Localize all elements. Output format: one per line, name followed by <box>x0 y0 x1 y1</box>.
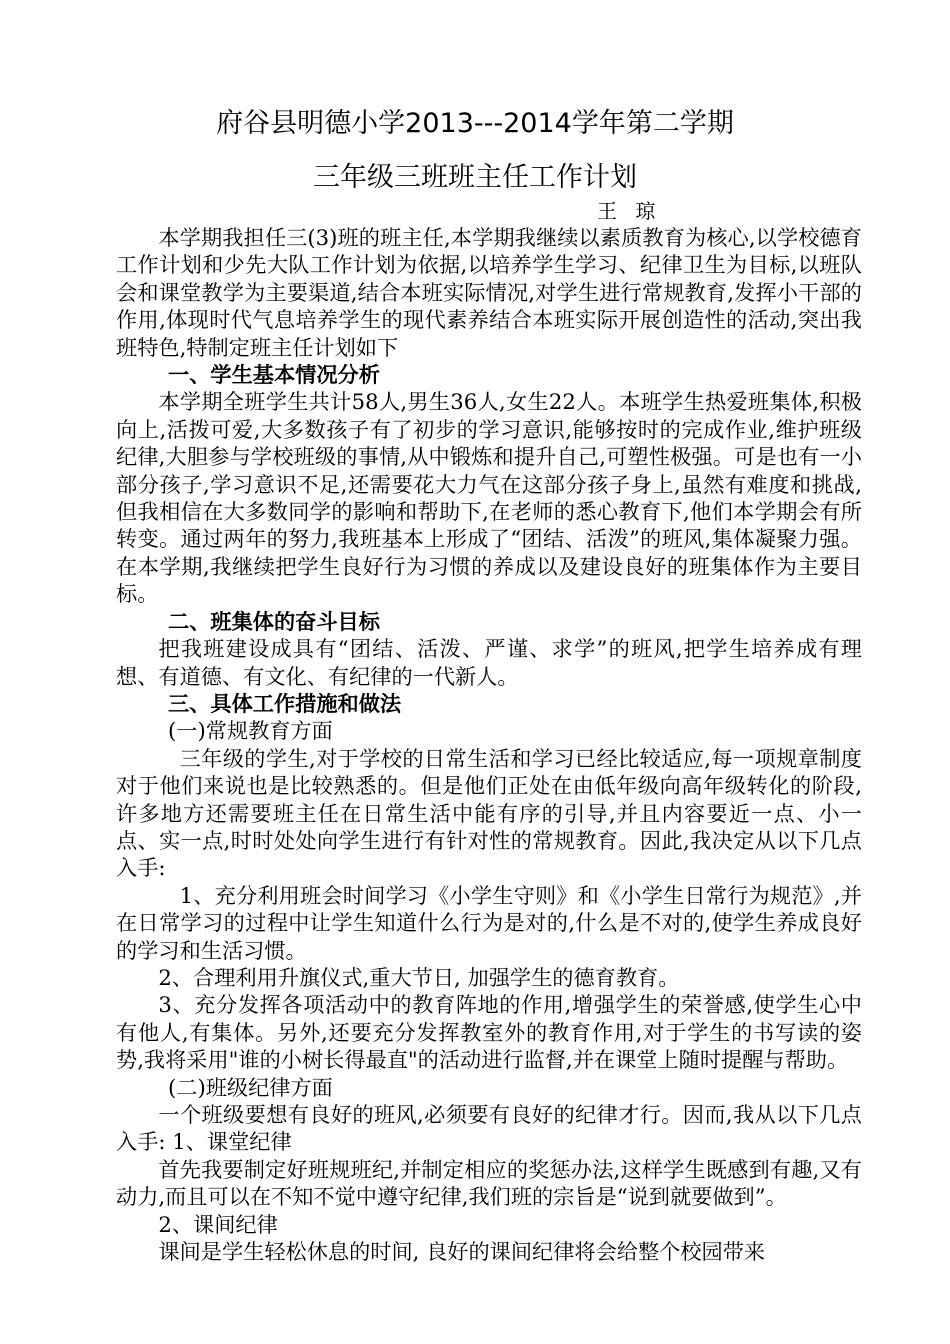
section-heading-1: 一、学生基本情况分析 <box>168 362 380 388</box>
class-goal-paragraph: 把我班建设成具有“团结、活泼、严谨、求学”的班风,把学生培养成有理想、有道德、有文化、有纪律的一代新人。 <box>116 636 862 689</box>
discipline-paragraph: 一个班级要想有良好的班风,必须要有良好的纪律才行。因而,我从以下几点入手: 1、课堂纪律 <box>116 1102 862 1155</box>
break-discipline-heading: 2、课间纪律 <box>158 1211 278 1237</box>
routine-education-paragraph: 三年级的学生,对于学校的日常生活和学习已经比较适应,每一项规章制度对于他们来说也是比较熟悉的。但是他们正处在由低年级向高年级转化的阶段,许多地方还需要班主任在日常生活中能有序的引导,并且内容要近一点、小一点、实一点,时时处处向学生进行有针对性的常规教育。因此,我决定从以下几点入手: <box>116 745 862 881</box>
document-body <box>0 224 950 1265</box>
list-item-2: 2、合理利用升旗仪式,重大节日, 加强学生的德育教育。 <box>158 964 680 990</box>
document-title: 府谷县明德小学2013---2014学年第二学期 <box>216 108 734 139</box>
section-heading-2: 二、班集体的奋斗目标 <box>168 608 380 634</box>
student-analysis-paragraph: 本学期全班学生共计58人,男生36人,女生22人。本班学生热爱班集体,积极向上,活拨可爱,大多数孩子有了初步的学习意识,能够按时的完成作业,维护班级纪律,大胆参与学校班级的事情,从中锻炼和提升自己,可塑性极强。可是也有一小部分孩子,学习意识不足,还需要花大力气在这部分孩子身上,虽然有难度和挑战,但我相信在大多数同学的影响和帮助下,在老师的悉心教育下,他们本学期会有所转变。通过两年的努力,我班基本上形成了“团结、活泼”的班风,集体凝聚力强。在本学期,我继续把学生良好行为习惯的养成以及建设良好的班集体作为主要目标。 <box>116 389 862 607</box>
break-discipline-paragraph: 课间是学生轻松休息的时间, 良好的课间纪律将会给整个校园带来 <box>158 1239 766 1265</box>
classroom-discipline-paragraph: 首先我要制定好班规班纪,并制定相应的奖惩办法,这样学生既感到有趣,又有动力,而且可以在不知不觉中遵守纪律,我们班的宗旨是“说到就要做到”。 <box>116 1156 862 1210</box>
list-item-1: 1、充分利用班会时间学习《小学生守则》和《小学生日常行为规范》,并在日常学习的过程中让学生知道什么行为是对的,什么是不对的,使学生养成良好的学习和生活习惯。 <box>116 882 862 963</box>
subsection-heading-2: (二)班级纪律方面 <box>168 1074 333 1100</box>
subsection-heading-1: (一)常规教育方面 <box>168 718 333 744</box>
document-subtitle: 三年级三班班主任工作计划 <box>313 162 637 193</box>
list-item-3: 3、充分发挥各项活动中的教育阵地的作用,增强学生的荣誉感,使学生心中有他人,有集体。另外,还要充分发挥教室外的教育作用,对于学生的书写读的姿势,我将采用"谁的小树长得最直"的活动进行监督,并在课堂上随时提醒与帮助。 <box>116 992 862 1073</box>
intro-paragraph: 本学期我担任三(3)班的班主任,本学期我继续以素质教育为核心,以学校德育工作计划和少先大队工作计划为依据,以培养学生学习、纪律卫生为目标,以班队会和课堂教学为主要渠道,结合本班实际情况,对学生进行常规教育,发挥小干部的作用,体现时代气息培养学生的现代素养结合本班实际开展创造性的活动,突出我班特色,特制定班主任计划如下 <box>116 225 862 360</box>
section-heading-3: 三、具体工作措施和做法 <box>168 690 402 716</box>
author-name: 王 琼 <box>597 199 662 223</box>
